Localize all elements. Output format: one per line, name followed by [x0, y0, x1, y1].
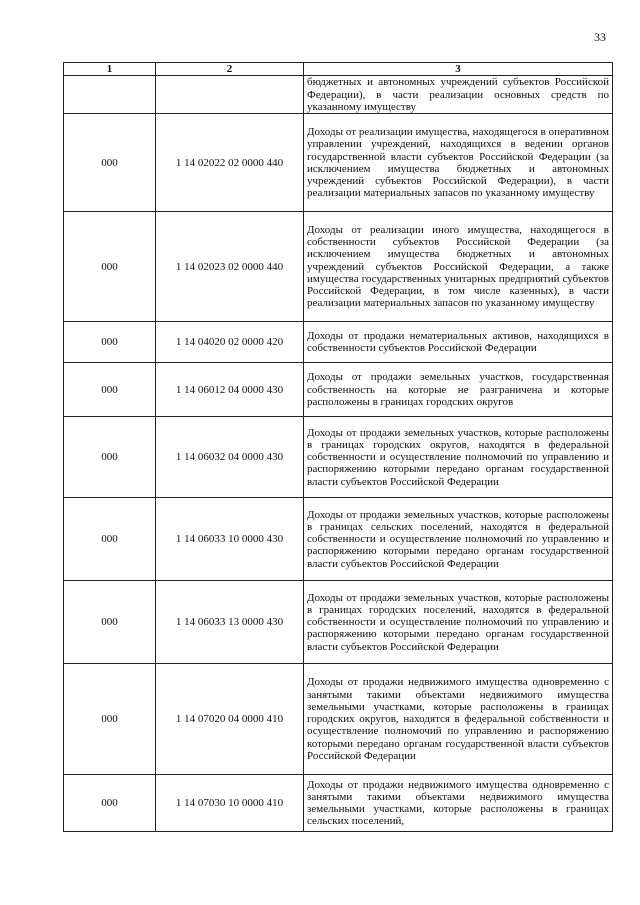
admin-code-cell: 000 — [64, 417, 156, 498]
column-header-1: 1 — [64, 63, 156, 76]
description-cell: Доходы от продажи земельных участков, которые расположены в границах сельских поселений, находятся в федеральной собственности и осуществление полномочий по управлению и распоряжению которыми передано органам государственной власти субъектов Российской Федерации — [304, 498, 613, 581]
admin-code-cell: 000 — [64, 363, 156, 417]
budget-code-cell — [156, 76, 304, 114]
budget-code-cell: 1 14 06032 04 0000 430 — [156, 417, 304, 498]
budget-code-cell: 1 14 06033 10 0000 430 — [156, 498, 304, 581]
description-cell: Доходы от продажи нематериальных активов, находящихся в собственности субъектов Российской Федерации — [304, 322, 613, 363]
description-cell: бюджетных и автономных учреждений субъектов Российской Федерации), в части реализации основных средств по указанному имуществу — [304, 76, 613, 114]
table-row — [64, 664, 613, 775]
admin-code-cell: 000 — [64, 775, 156, 832]
description-cell: Доходы от продажи недвижимого имущества одновременно с занятыми такими объектами недвижимого имущества земельными участками, которые расположены в границах городских округов, находятся в федеральной собственности и осуществление полномочий по управлению и распоряжению которыми передано органам государственной власти субъектов Российской Федерации — [304, 664, 613, 775]
admin-code-cell: 000 — [64, 114, 156, 212]
budget-code-cell: 1 14 06012 04 0000 430 — [156, 363, 304, 417]
budget-code-cell: 1 14 02023 02 0000 440 — [156, 212, 304, 322]
description-cell: Доходы от продажи недвижимого имущества одновременно с занятыми такими объектами недвижимого имущества земельными участками, которые расположены в границах сельских поселений, — [304, 775, 613, 832]
table-row — [64, 775, 613, 832]
admin-code-cell: 000 — [64, 498, 156, 581]
description-cell: Доходы от продажи земельных участков, которые расположены в границах городских округов, находятся в федеральной собственности и осуществление полномочий по управлению и распоряжению которыми передано органам государственной власти субъектов Российской Федерации — [304, 417, 613, 498]
budget-codes-table — [63, 62, 613, 832]
table-row — [64, 322, 613, 363]
budget-code-cell: 1 14 06033 13 0000 430 — [156, 581, 304, 664]
column-header-3: 3 — [304, 63, 613, 76]
budget-code-cell: 1 14 07020 04 0000 410 — [156, 664, 304, 775]
table-row — [64, 498, 613, 581]
admin-code-cell: 000 — [64, 322, 156, 363]
page-number: 33 — [594, 30, 606, 44]
budget-code-cell: 1 14 07030 10 0000 410 — [156, 775, 304, 832]
admin-code-cell — [64, 76, 156, 114]
admin-code-cell: 000 — [64, 212, 156, 322]
table-row — [64, 581, 613, 664]
table-row — [64, 212, 613, 322]
description-cell: Доходы от продажи земельных участков, государственная собственность на которые не разграничена и которые расположены в границах городских округов — [304, 363, 613, 417]
table-row — [64, 363, 613, 417]
table-row — [64, 114, 613, 212]
description-cell: Доходы от продажи земельных участков, которые расположены в границах городских поселений, находятся в федеральной собственности и осуществление полномочий по управлению и распоряжению которыми передано органам государственной власти субъектов Российской Федерации — [304, 581, 613, 664]
column-header-2: 2 — [156, 63, 304, 76]
budget-code-cell: 1 14 04020 02 0000 420 — [156, 322, 304, 363]
description-cell: Доходы от реализации иного имущества, находящегося в собственности субъектов Российской Федерации (за исключением имущества бюджетных и автономных учреждений субъектов Российской Федерации, а также имущества государственных унитарных предприятий субъектов Российской Федерации, в том числе казенных), в части реализации материальных запасов по указанному имуществу — [304, 212, 613, 322]
description-cell: Доходы от реализации имущества, находящегося в оперативном управлении учреждений, находящихся в ведении органов государственной власти субъектов Российской Федерации (за исключением имущества бюджетных и автономных учреждений субъектов Российской Федерации), в части реализации материальных запасов по указанному имуществу — [304, 114, 613, 212]
table-header-row — [64, 63, 613, 76]
table-row — [64, 76, 613, 114]
admin-code-cell: 000 — [64, 664, 156, 775]
budget-code-cell: 1 14 02022 02 0000 440 — [156, 114, 304, 212]
table-row — [64, 417, 613, 498]
admin-code-cell: 000 — [64, 581, 156, 664]
